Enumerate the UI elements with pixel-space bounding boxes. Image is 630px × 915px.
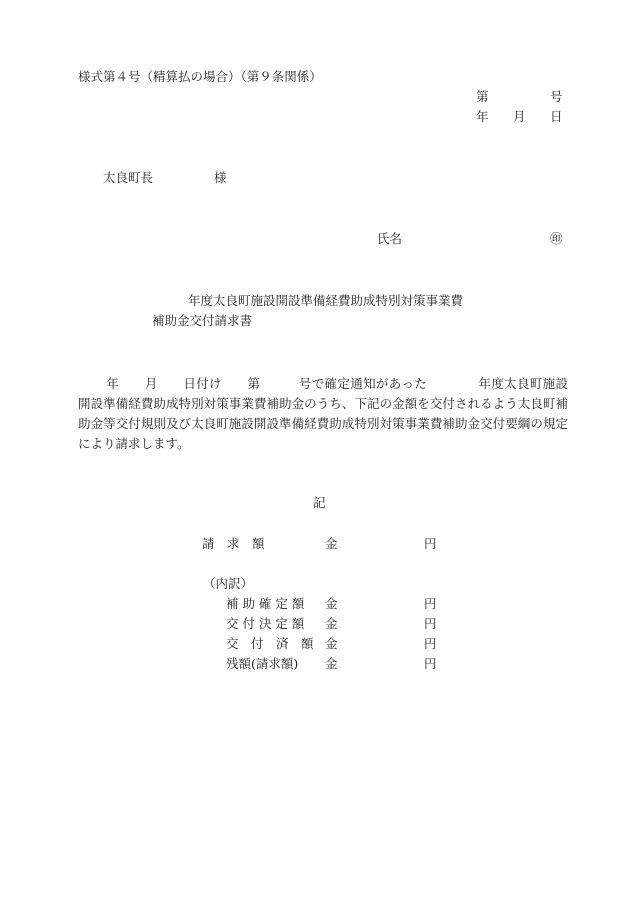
breakdown-row-label: 交 付 済 額: [226, 636, 314, 651]
claim-kin: 金: [325, 536, 338, 551]
breakdown-heading: （内訳）: [203, 576, 254, 591]
breakdown-row-en: 円: [424, 596, 437, 611]
breakdown-row-label: 交 付 決 定 額: [226, 616, 305, 631]
seal-mark: ㊞: [550, 231, 563, 246]
doc-title-line2: 補助金交付請求書: [152, 313, 253, 328]
addressee-sama: 様: [214, 170, 227, 185]
date-month: 月: [513, 109, 526, 124]
breakdown-row-en: 円: [424, 656, 437, 671]
date-year: 年: [476, 109, 489, 124]
applicant-name-label: 氏名: [377, 231, 403, 246]
form-header: 様式第４号（精算払の場合）（第９条関係）: [78, 69, 322, 84]
doc-title-line1: 年度太良町施設開設準備経費助成特別対策事業費: [188, 293, 464, 308]
breakdown-row-en: 円: [424, 636, 437, 651]
date-day: 日: [550, 109, 563, 124]
breakdown-row-kin: 金: [325, 656, 338, 671]
breakdown-row-kin: 金: [325, 596, 338, 611]
doc-number-go: 号: [550, 89, 563, 104]
breakdown-row-label: 残額(請求額): [226, 656, 299, 671]
doc-number-dai: 第: [476, 89, 489, 104]
breakdown-row-kin: 金: [325, 616, 338, 631]
breakdown-row-kin: 金: [325, 636, 338, 651]
claim-en: 円: [424, 536, 437, 551]
breakdown-row-label: 補 助 確 定 額: [226, 596, 305, 611]
request-body-text: [78, 374, 568, 454]
claim-label: 請 求 額: [202, 536, 265, 551]
request-body: 年 月 日付け 第 号で確定通知があった 年度太良町施設開設準備経費助成特別対策事業費補助金のうち、下記の金額を交付されるよう太良町補助金等交付規則及び太良町施設開設準備経費助成特別対策事業費補助金交付要綱の規定により請求します。: [78, 376, 568, 451]
addressee-title: 太良町長: [103, 170, 154, 185]
breakdown-row-en: 円: [424, 616, 437, 631]
ki-heading: 記: [313, 495, 326, 510]
